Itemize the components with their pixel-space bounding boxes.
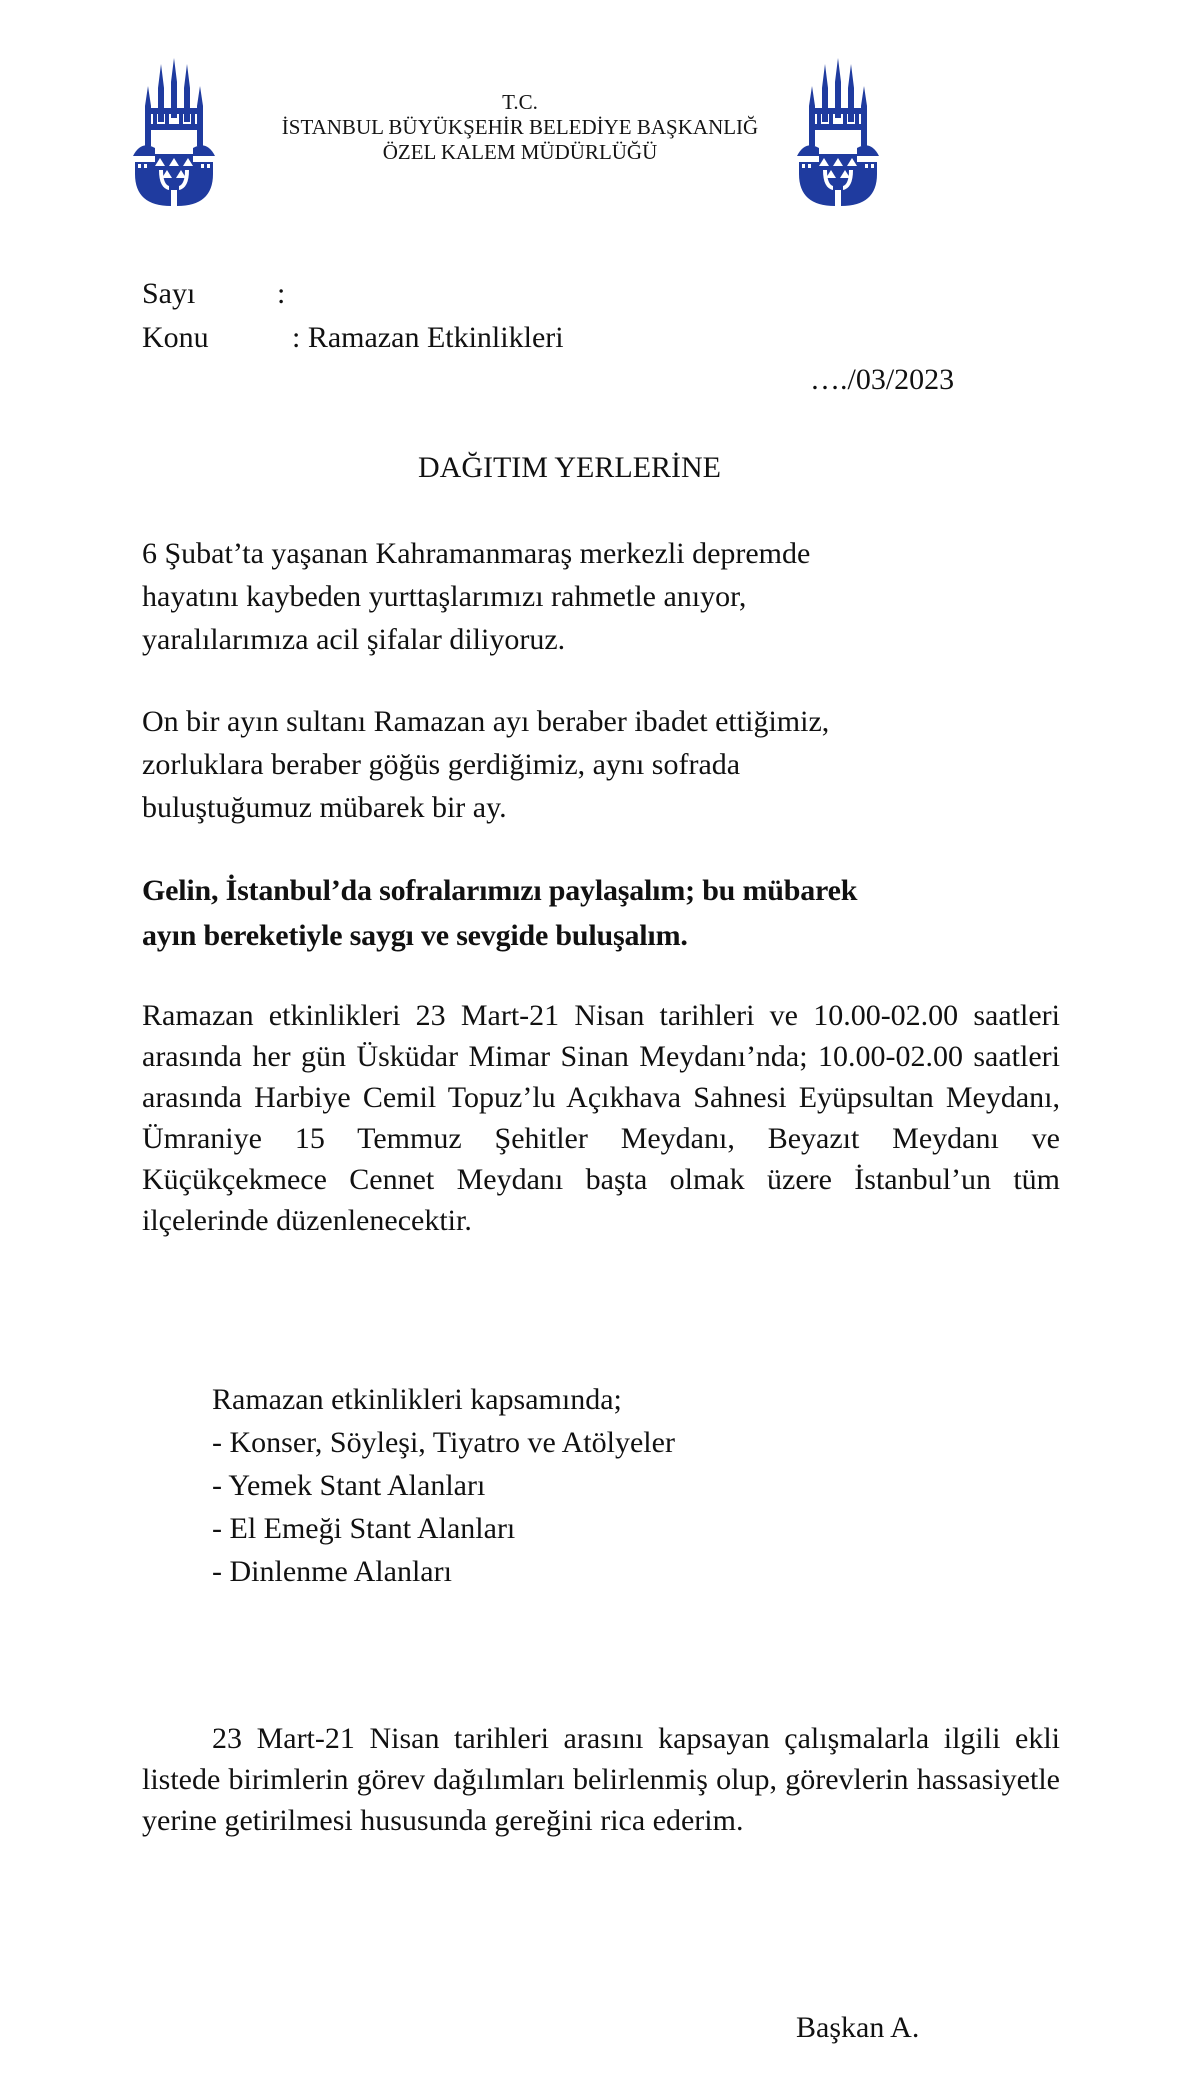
paragraph-line: zorluklara beraber göğüs gerdiğimiz, aynı sofrada [142, 748, 741, 781]
paragraph-line: buluştuğumuz mübarek bir ay. [142, 791, 507, 824]
paragraph-condolence [142, 532, 1060, 661]
header-tc: T.C. [502, 90, 538, 114]
paragraph-line: On bir ayın sultanı Ramazan ayı beraber ibadet ettiğimiz, [142, 705, 830, 738]
paragraph-closing-request: 23 Mart-21 Nisan tarihleri arasını kapsayan çalışmalarla ilgili ekli listede birimlerin görev dağılımları belirlenmiş olup, görevlerin hassasiyetle yerine getirilmesi hususunda gereğini rica ederim. [142, 1722, 1060, 1837]
konu-value: : Ramazan Etkinlikleri [292, 321, 564, 354]
signature: Başkan A. [796, 2011, 920, 2044]
ibb-emblem-icon [797, 58, 879, 206]
header-department: ÖZEL KALEM MÜDÜRLÜĞÜ [382, 140, 658, 164]
sayi-separator: : [277, 277, 286, 310]
paragraph-ramadan-intro [142, 700, 1060, 829]
recipient-heading: DAĞITIM YERLERİNE [418, 451, 722, 484]
paragraph-line: 6 Şubat’ta yaşanan Kahramanmaraş merkezli depremde [142, 537, 811, 570]
event-list [212, 1378, 675, 1593]
list-intro: Ramazan etkinlikleri kapsamında; [212, 1383, 622, 1416]
paragraph-line: hayatını kaybeden yurttaşlarımızı rahmetle anıyor, [142, 580, 747, 613]
paragraph-invitation-bold [142, 868, 1060, 958]
list-item: - El Emeği Stant Alanları [212, 1512, 516, 1545]
sayi-label: Sayı [142, 277, 196, 310]
paragraph-line: Gelin, İstanbul’da sofralarımızı paylaşalım; bu mübarek [142, 874, 858, 907]
list-item: - Dinlenme Alanları [212, 1555, 452, 1588]
list-item: - Konser, Söyleşi, Tiyatro ve Atölyeler [212, 1426, 675, 1459]
list-item: - Yemek Stant Alanları [212, 1469, 486, 1502]
paragraph-line: ayın bereketiyle saygı ve sevgide buluşalım. [142, 919, 688, 952]
document-date: …./03/2023 [810, 363, 955, 396]
konu-label: Konu [142, 321, 209, 354]
header-institution: İSTANBUL BÜYÜKŞEHİR BELEDİYE BAŞKANLIĞ [281, 115, 759, 139]
ibb-emblem-icon [133, 58, 215, 206]
paragraph-line: yaralılarımıza acil şifalar diliyoruz. [142, 623, 566, 656]
paragraph-event-details: Ramazan etkinlikleri 23 Mart-21 Nisan tarihleri ve 10.00-02.00 saatleri arasında her gün Üsküdar Mimar Sinan Meydanı’nda; 10.00-02.00 saatleri arasında Harbiye Cemil Topuz’lu Açıkhava Sahnesi Eyüpsultan Meydanı, Ümraniye 15 Temmuz Şehitler Meydanı, Beyazıt Meydanı ve Küçükçekmece Cennet Meydanı başta olmak üzere İstanbul’un tüm ilçelerinde düzenlenecektir. [142, 999, 1060, 1237]
